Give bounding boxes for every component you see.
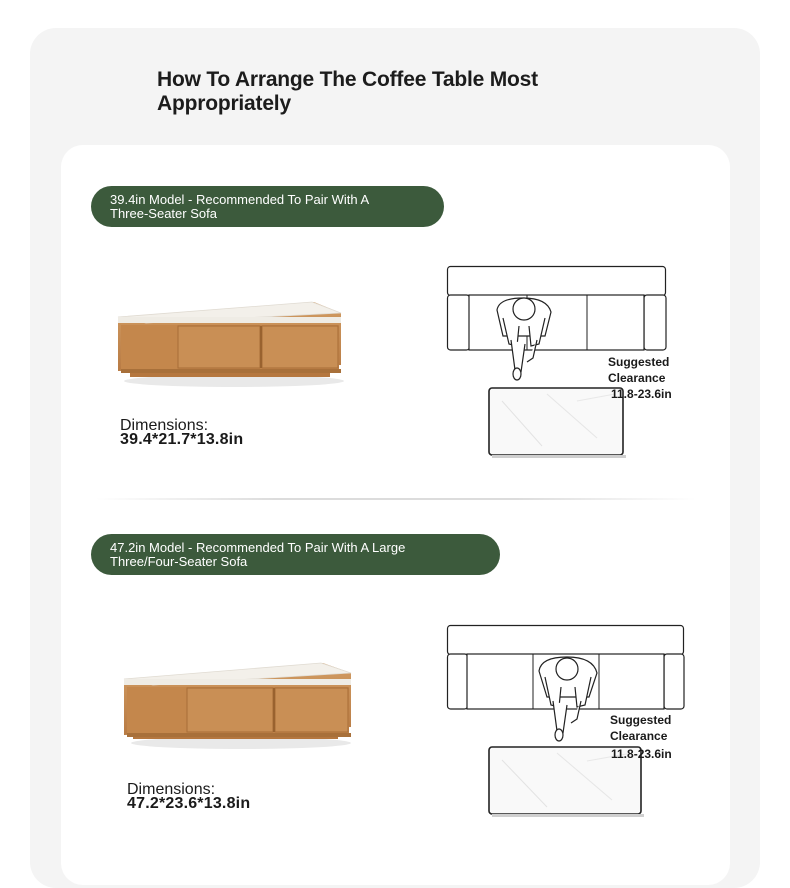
model-pill [91, 534, 500, 575]
content-card [61, 145, 730, 885]
clearance-value: 11.8-23.6in [611, 747, 672, 761]
title-line-2: Appropriately [157, 92, 291, 115]
clearance-note [610, 712, 730, 762]
clearance-note [608, 354, 730, 402]
dimensions-text [120, 419, 243, 447]
dimensions-value: 39.4*21.7*13.8in [120, 431, 244, 448]
page-title [157, 68, 597, 116]
dimensions-text [127, 783, 250, 811]
dimensions-value: 47.2*23.6*13.8in [127, 795, 251, 812]
title-line-1: How To Arrange The Coffee Table Most [157, 68, 538, 91]
pill-line-2: Three-Seater Sofa [110, 206, 217, 221]
pill-line-2: Three/Four-Seater Sofa [110, 554, 248, 569]
clearance-value: 11.8-23.6in [611, 387, 672, 401]
section-divider [96, 498, 696, 500]
coffee-table-image [123, 659, 355, 755]
pill-line-1: 47.2in Model - Recommended To Pair With A Large [110, 540, 406, 555]
clearance-label: Suggested Clearance [610, 713, 672, 743]
model-pill [91, 186, 444, 227]
coffee-table-image [116, 299, 346, 394]
pill-line-1: 39.4in Model - Recommended To Pair With A [110, 192, 370, 207]
clearance-label: Suggested Clearance [608, 355, 670, 385]
dimensions-label: Dimensions: [127, 781, 216, 798]
dimensions-label: Dimensions: [120, 417, 209, 434]
